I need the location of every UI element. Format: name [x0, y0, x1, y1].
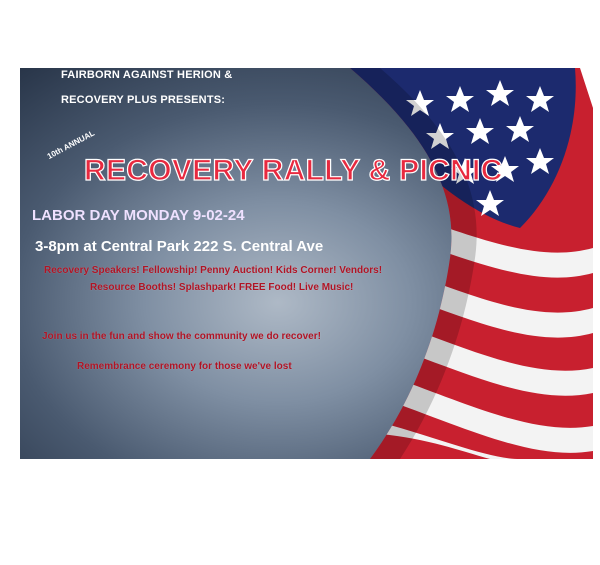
annual-label: 10th ANNUAL	[45, 128, 97, 161]
remembrance-text: Remembrance ceremony for those we've lost	[77, 361, 292, 372]
event-flyer	[20, 68, 593, 459]
event-title: RECOVERY RALLY & PICNIC	[84, 154, 503, 187]
presenter-line-1: FAIRBORN AGAINST HERION &	[61, 69, 233, 81]
activities-line-1: Recovery Speakers! Fellowship! Penny Auction! Kids Corner! Vendors!	[44, 265, 383, 276]
presenter-line-2: RECOVERY PLUS PRESENTS:	[61, 94, 226, 106]
activities-line-2: Resource Booths! Splashpark! FREE Food! Live Music!	[90, 282, 354, 293]
american-flag-icon	[20, 68, 593, 459]
event-time-location: 3-8pm at Central Park 222 S. Central Ave	[35, 238, 324, 255]
event-date: LABOR DAY MONDAY 9-02-24	[32, 207, 245, 224]
invitation-text: Join us in the fun and show the community we do recover!	[42, 331, 321, 342]
